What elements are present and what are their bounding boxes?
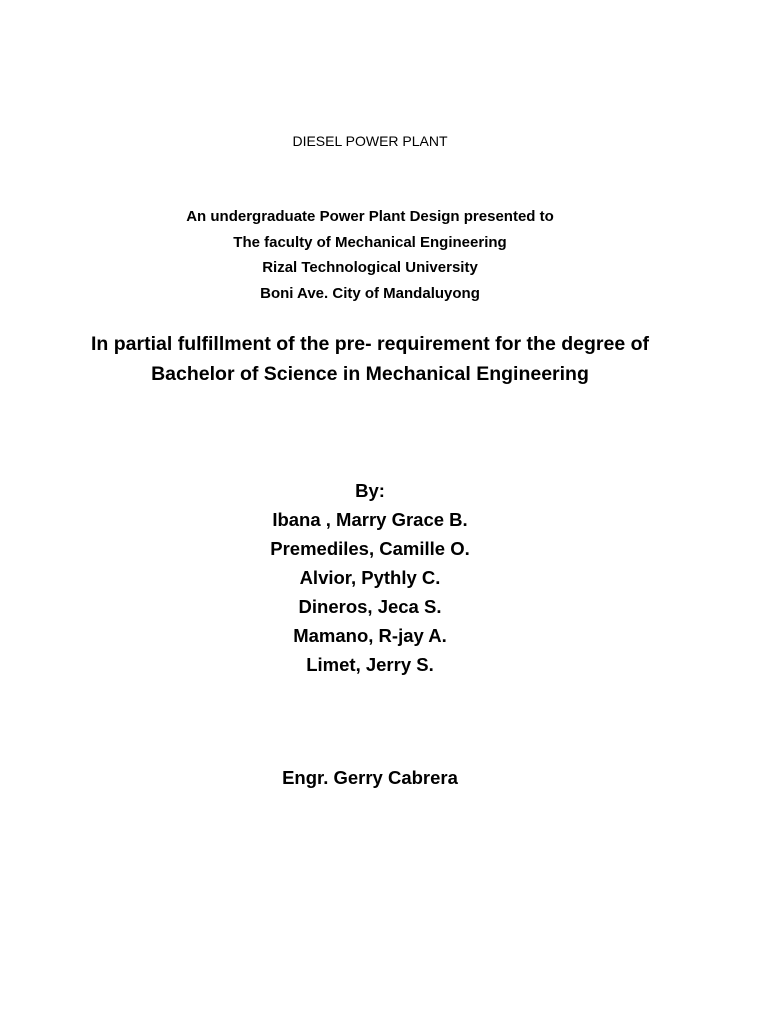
author-name: Limet, Jerry S. [306,654,434,675]
by-label: By: [355,480,385,501]
author-name: Dineros, Jeca S. [298,596,442,617]
author-name: Alvior, Pythly C. [299,567,441,588]
intro-line-4: Boni Ave. City of Mandaluyong [260,284,480,302]
adviser-name: Engr. Gerry Cabrera [282,767,458,788]
author-name: Ibana , Marry Grace B. [272,509,468,530]
author-name: Premediles, Camille O. [270,538,470,559]
author-name: Mamano, R-jay A. [293,625,447,646]
intro-line-3: Rizal Technological University [262,259,478,276]
document-title: DIESEL POWER PLANT [292,133,448,149]
fulfillment-line-2: Bachelor of Science in Mechanical Engineering [151,363,589,385]
intro-line-1: An undergraduate Power Plant Design presented to [186,208,554,225]
fulfillment-line-1: In partial fulfillment of the pre- requirement for the degree of [91,333,649,355]
intro-line-2: The faculty of Mechanical Engineering [233,233,507,251]
